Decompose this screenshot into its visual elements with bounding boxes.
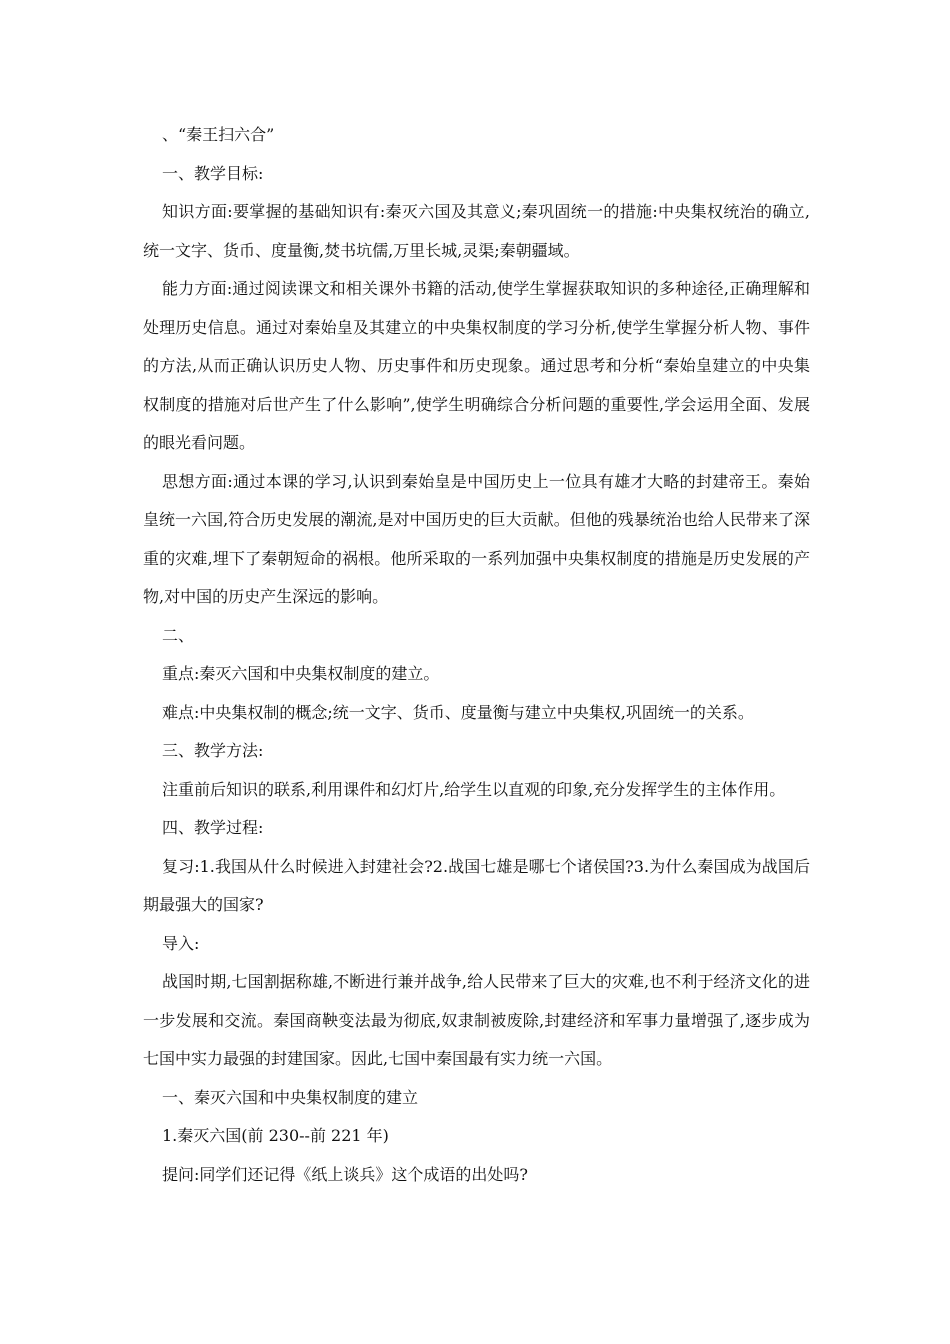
section-heading-objectives: 一、教学目标: bbox=[162, 163, 264, 183]
document-body bbox=[143, 116, 810, 1194]
paragraph-review: 复习:1.我国从什么时候进入封建社会?2.战国七雄是哪七个诸侯国?3.为什么秦国成为战国后期最强大的国家? bbox=[143, 856, 810, 914]
paragraph-intro: 战国时期,七国割据称雄,不断进行兼并战争,给人民带来了巨大的灾难,也不利于经济文化的进一步发展和交流。秦国商鞅变法最为彻底,奴隶制被废除,封建经济和军事力量增强了,逐步成为七国中实力最强的封建国家。因此,七国中秦国最有实力统一六国。 bbox=[143, 972, 810, 1068]
paragraph-question: 提问:同学们还记得《纸上谈兵》这个成语的出处吗? bbox=[162, 1164, 528, 1184]
paragraph-key-point: 重点:秦灭六国和中央集权制度的建立。 bbox=[162, 664, 440, 683]
section-heading-method: 三、教学方法: bbox=[162, 741, 264, 760]
paragraph-difficult-point: 难点:中央集权制的概念;统一文字、货币、度量衡与建立中央集权,巩固统一的关系。 bbox=[162, 702, 754, 722]
section-heading-process: 四、教学过程: bbox=[162, 818, 264, 837]
paragraph-thought: 思想方面:通过本课的学习,认识到秦始皇是中国历史上一位具有雄才大略的封建帝王。秦始皇统一六国,符合历史发展的潮流,是对中国历史的巨大贡献。但他的残暴统治也给人民带来了深重的灾难,埋下了秦朝短命的祸根。他所采取的一系列加强中央集权制度的措施是历史发展的产物,对中国的历史产生深远的影响。 bbox=[143, 471, 810, 606]
paragraph-knowledge: 知识方面:要掌握的基础知识有:秦灭六国及其意义;秦巩固统一的措施:中央集权统治的确立,统一文字、货币、度量衡,焚书坑儒,万里长城,灵渠;秦朝疆域。 bbox=[143, 202, 810, 260]
subsection-item: 1.秦灭六国(前 230--前 221 年) bbox=[162, 1126, 389, 1145]
paragraph-method: 注重前后知识的联系,利用课件和幻灯片,给学生以直观的印象,充分发挥学生的主体作用。 bbox=[162, 779, 786, 799]
section-heading-two: 二、 bbox=[162, 625, 195, 645]
paragraph-ability: 能力方面:通过阅读课文和相关课外书籍的活动,使学生掌握获取知识的多种途径,正确理解和处理历史信息。通过对秦始皇及其建立的中央集权制度的学习分析,使学生掌握分析人物、事件的方法,从而正确认识历史人物、历史事件和历史现象。通过思考和分析“秦始皇建立的中央集权制度的措施对后世产生了什么影响”,使学生明确综合分析问题的重要性,学会运用全面、发展的眼光看问题。 bbox=[143, 279, 810, 452]
subsection-heading: 一、秦灭六国和中央集权制度的建立 bbox=[162, 1087, 419, 1107]
paragraph-intro-label: 导入: bbox=[162, 933, 200, 953]
lesson-title: 、“秦王扫六合” bbox=[162, 125, 275, 144]
